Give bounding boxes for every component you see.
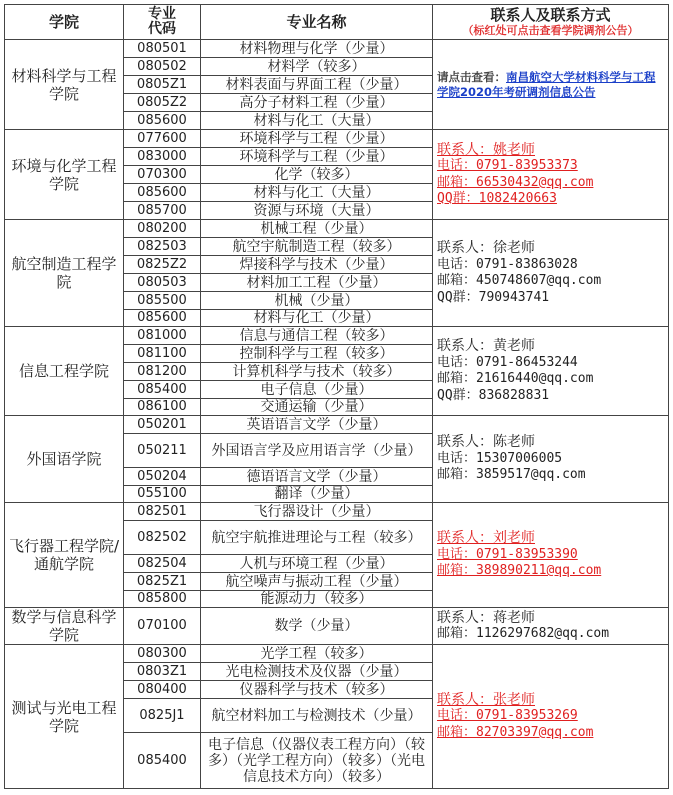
major-name: 能源动力（较多） xyxy=(201,591,433,608)
contact-line: 邮箱：3859517@qq.com xyxy=(437,467,586,483)
contact-notice xyxy=(433,40,669,130)
contact-link-line[interactable]: 邮箱：66530432@qq.com xyxy=(437,174,594,190)
notice-link[interactable]: 南昌航空大学材料科学与工程学院2020年考研调剂信息公告 xyxy=(437,69,656,99)
major-name: 外国语言学及应用语言学（少量） xyxy=(201,434,433,468)
table-body xyxy=(5,40,669,789)
major-name: 材料表面与界面工程（少量） xyxy=(201,76,433,94)
table-row xyxy=(5,40,669,58)
contact-info xyxy=(433,416,669,503)
major-name: 机械工程（少量） xyxy=(201,220,433,238)
major-name: 信息与通信工程（较多） xyxy=(201,327,433,345)
major-name: 资源与环境（大量） xyxy=(201,202,433,220)
major-name: 计算机科学与技术（较多） xyxy=(201,363,433,381)
major-code: 080400 xyxy=(124,681,201,699)
major-code: 085800 xyxy=(124,591,201,608)
major-code: 085400 xyxy=(124,381,201,399)
major-name: 航空材料加工与检测技术（少量） xyxy=(201,699,433,733)
header-college: 学院 xyxy=(5,5,124,40)
major-name: 电子信息（少量） xyxy=(201,381,433,399)
contact-link-line[interactable]: 邮箱：389890211@qq.com xyxy=(437,563,602,579)
major-code: 050204 xyxy=(124,468,201,486)
major-name: 航空噪声与振动工程（少量） xyxy=(201,573,433,591)
header-major: 专业名称 xyxy=(201,5,433,40)
contact-line: 邮箱：1126297682@qq.com xyxy=(437,626,610,641)
college-name: 数学与信息科学学院 xyxy=(5,608,124,645)
college-name: 测试与光电工程学院 xyxy=(5,645,124,789)
table-row xyxy=(5,503,669,521)
contact-link-line[interactable]: 联系人：姚老师 xyxy=(437,141,535,158)
major-name: 环境科学与工程（少量） xyxy=(201,130,433,148)
major-code: 050211 xyxy=(124,434,201,468)
contact-line: 联系人：黄老师 xyxy=(437,338,535,354)
major-name: 德语语言文学（少量） xyxy=(201,468,433,486)
major-code: 085500 xyxy=(124,292,201,310)
major-code: 085600 xyxy=(124,112,201,130)
major-name: 数学（少量） xyxy=(201,608,433,645)
major-name: 交通运输（少量） xyxy=(201,399,433,416)
notice-prefix: 请点击查看： xyxy=(437,69,506,84)
major-code: 0805Z2 xyxy=(124,94,201,112)
major-code: 082503 xyxy=(124,238,201,256)
table-row xyxy=(5,130,669,148)
major-name: 航空宇航制造工程（较多） xyxy=(201,238,433,256)
major-code: 080300 xyxy=(124,645,201,663)
contact-link-line[interactable]: QQ群：1082420663 xyxy=(437,191,557,206)
contact-info xyxy=(433,220,669,327)
college-name: 外国语学院 xyxy=(5,416,124,503)
contact-line: QQ群：790943741 xyxy=(437,289,550,305)
major-name: 高分子材料工程（少量） xyxy=(201,94,433,112)
table-row xyxy=(5,608,669,645)
major-code: 081100 xyxy=(124,345,201,363)
header-contact-title: 联系人及联系方式 xyxy=(490,5,611,24)
contact-info xyxy=(433,608,669,645)
contact-link-line[interactable]: 电话：0791-83953373 xyxy=(437,158,578,173)
contact-line: 联系人：蒋老师 xyxy=(437,609,535,626)
table-row xyxy=(5,220,669,238)
major-name: 材料加工工程（少量） xyxy=(201,274,433,292)
contact-link-line[interactable]: 电话：0791-83953390 xyxy=(437,546,578,562)
contact-info xyxy=(433,645,669,789)
major-name: 材料学（较多） xyxy=(201,58,433,76)
major-name: 机械（少量） xyxy=(201,292,433,310)
header-contact-note: （标红处可点击查看学院调剂公告） xyxy=(462,23,639,37)
college-name: 信息工程学院 xyxy=(5,327,124,416)
major-name: 控制科学与工程（较多） xyxy=(201,345,433,363)
major-name: 光学工程（较多） xyxy=(201,645,433,663)
major-code: 085700 xyxy=(124,202,201,220)
major-code: 050201 xyxy=(124,416,201,434)
major-code: 070100 xyxy=(124,608,201,645)
major-name: 焊接科学与技术（少量） xyxy=(201,256,433,274)
major-code: 082501 xyxy=(124,503,201,521)
college-name: 环境与化学工程学院 xyxy=(5,130,124,220)
major-code: 080501 xyxy=(124,40,201,58)
contact-info xyxy=(433,503,669,608)
contact-info xyxy=(433,327,669,416)
adjustment-table xyxy=(4,4,669,789)
major-code: 082504 xyxy=(124,555,201,573)
major-name: 材料与化工（大量） xyxy=(201,112,433,130)
major-code: 081000 xyxy=(124,327,201,345)
major-name: 仪器科学与技术（较多） xyxy=(201,681,433,699)
college-name: 材料科学与工程学院 xyxy=(5,40,124,130)
header-row xyxy=(5,5,669,40)
major-name: 材料物理与化学（少量） xyxy=(201,40,433,58)
major-code: 080502 xyxy=(124,58,201,76)
college-name: 航空制造工程学院 xyxy=(5,220,124,327)
major-code: 0805Z1 xyxy=(124,76,201,94)
major-code: 0825Z2 xyxy=(124,256,201,274)
contact-line: 联系人：陈老师 xyxy=(437,434,535,451)
contact-link-line[interactable]: 电话：0791-83953269 xyxy=(437,708,578,724)
contact-line: 电话：0791-86453244 xyxy=(437,354,578,370)
contact-link-line[interactable]: 联系人：张老师 xyxy=(437,691,535,708)
major-code: 081200 xyxy=(124,363,201,381)
major-code: 0803Z1 xyxy=(124,663,201,681)
major-code: 080503 xyxy=(124,274,201,292)
major-code: 085600 xyxy=(124,310,201,327)
major-code: 083000 xyxy=(124,148,201,166)
contact-line: 电话：0791-83863028 xyxy=(437,256,578,272)
major-name: 航空宇航推进理论与工程（较多） xyxy=(201,521,433,555)
contact-link-line[interactable]: 联系人：刘老师 xyxy=(437,530,535,547)
table-row xyxy=(5,645,669,663)
college-name: 飞行器工程学院/通航学院 xyxy=(5,503,124,608)
contact-line: 电话：15307006005 xyxy=(437,450,563,466)
major-code: 085400 xyxy=(124,733,201,789)
major-name: 飞行器设计（少量） xyxy=(201,503,433,521)
major-code: 080200 xyxy=(124,220,201,238)
major-name: 化学（较多） xyxy=(201,166,433,184)
major-code: 085600 xyxy=(124,184,201,202)
major-name: 材料与化工（大量） xyxy=(201,184,433,202)
header-code: 专业 代码 xyxy=(124,5,201,40)
major-code: 077600 xyxy=(124,130,201,148)
contact-info xyxy=(433,130,669,220)
major-code: 082502 xyxy=(124,521,201,555)
contact-line: 邮箱：21616440@qq.com xyxy=(437,371,594,386)
contact-line: 联系人：徐老师 xyxy=(437,240,535,256)
major-code: 0825J1 xyxy=(124,699,201,733)
major-name: 翻译（少量） xyxy=(201,486,433,503)
major-name: 电子信息（仪器仪表工程方向）（较多）（光学工程方向）（较多）（光电信息技术方向）（较多） xyxy=(201,733,433,789)
major-name: 光电检测技术及仪器（少量） xyxy=(201,663,433,681)
table-row xyxy=(5,327,669,345)
major-code: 086100 xyxy=(124,399,201,416)
major-code: 070300 xyxy=(124,166,201,184)
contact-link-line[interactable]: 邮箱：82703397@qq.com xyxy=(437,724,594,740)
table-row xyxy=(5,416,669,434)
contact-line: QQ群：836828831 xyxy=(437,387,550,403)
major-name: 材料与化工（少量） xyxy=(201,310,433,327)
major-code: 055100 xyxy=(124,486,201,503)
major-name: 人机与环境工程（少量） xyxy=(201,555,433,573)
major-name: 环境科学与工程（少量） xyxy=(201,148,433,166)
contact-line: 邮箱：450748607@qq.com xyxy=(437,273,602,288)
header-contact xyxy=(433,5,669,40)
major-code: 0825Z1 xyxy=(124,573,201,591)
major-name: 英语语言文学（少量） xyxy=(201,416,433,434)
